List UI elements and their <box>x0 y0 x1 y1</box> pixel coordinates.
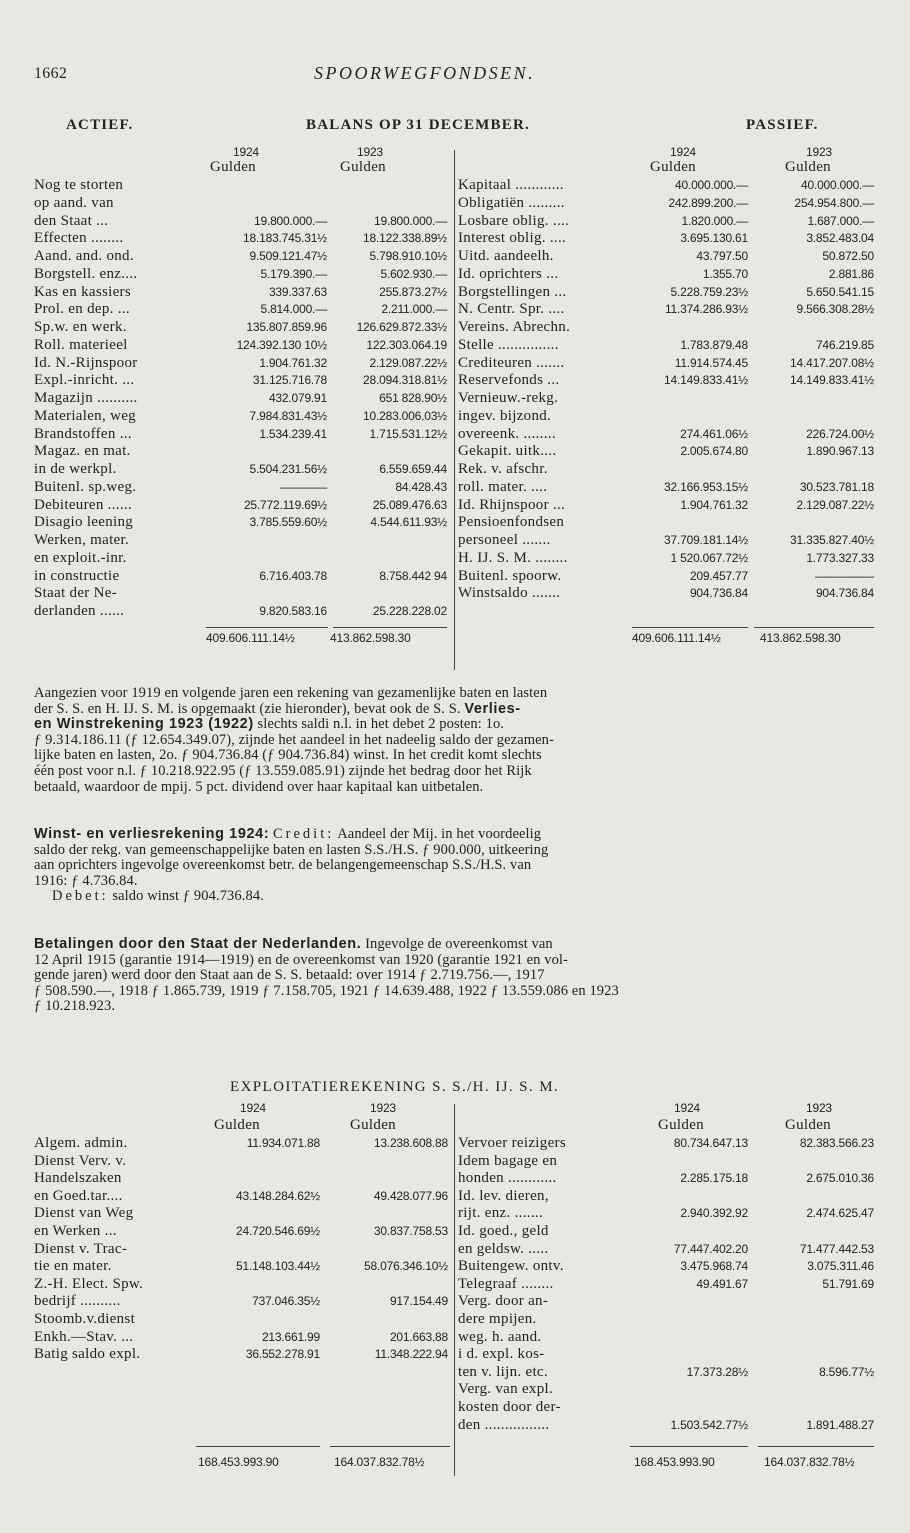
balans-actief-row-label: Werken, mater. <box>34 532 130 548</box>
text: Ingevolge de overeenkomst van <box>361 936 553 952</box>
balans-passief-row-value-1924: 1.783.879.48 <box>680 337 748 352</box>
balans-actief-row-value-1923: 5.602.930.— <box>380 266 447 281</box>
exploitatie-right-row-value-1923: 51.791.69 <box>822 1276 874 1291</box>
balans-actief-total-1923: 413.862.598.30 <box>330 631 411 645</box>
rule <box>330 1446 450 1447</box>
exploitatie-right-row-label: weg. h. aand. <box>458 1328 542 1345</box>
paragraph-1-line <box>34 748 880 764</box>
balans-actief-row-label: derlanden ...... <box>34 603 125 619</box>
balans-passief-total-1924: 409.606.111.14½ <box>632 631 721 645</box>
balans-actief-row-label: en exploit.-inr. <box>34 549 127 566</box>
balans-actief-row-label: Staat der Ne- <box>34 585 118 602</box>
text: ƒ 9.314.186.11 (ƒ 12.654.349.07), zijnde het aandeel in het nadeelig saldo der gezamen- <box>34 731 554 748</box>
balans-passief-row-value-1924: 274.461.06½ <box>680 426 748 441</box>
exploitatie-left-unit-1923: Gulden <box>350 1117 396 1133</box>
text: aan oprichters ingevolge overeenkomst betr. de belangengemeenschap S.S./H.S. van <box>34 857 532 874</box>
balans-actief-row-value-1923: 126.629.872.33½ <box>356 320 447 334</box>
exploitatie-left-year-1923: 1923 <box>370 1101 396 1115</box>
balans-actief-row-value-1923: 255.873.27½ <box>379 284 447 299</box>
text: saldo der rekg. van gemeenschappelijke baten en lasten S.S./H.S. ƒ 900.000, uitkeering <box>34 841 549 858</box>
balans-actief-row-value-1924: 25.772.119.69½ <box>243 497 327 512</box>
text: 12 April 1915 (garantie 1914—1919) en de overeenkomst van 1920 (garantie 1921 en vol- <box>34 951 568 968</box>
balans-passief-year-1923: 1923 <box>806 145 832 159</box>
balans-passief-year-1924: 1924 <box>670 145 696 159</box>
balans-passief-row-value-1924: 242.899.200.— <box>668 195 748 210</box>
exploitatie-right-row-value-1923: 71.477.442.53 <box>799 1241 874 1256</box>
balans-actief-row-label: Magazijn .......... <box>34 390 138 406</box>
balans-actief-row-label: Disagio leening <box>34 514 134 531</box>
balans-passief-row-label: Vernieuw.-rekg. <box>458 390 559 406</box>
balans-passief-row-value-1924: 1.820.000.— <box>681 213 748 228</box>
exploitatie-right-row-label: Verg. door an- <box>458 1293 549 1310</box>
exploitatie-right-row-value-1924: 2.285.175.18 <box>680 1171 748 1186</box>
exploitatie-right-row-value-1924: 3.475.968.74 <box>680 1259 748 1274</box>
balans-actief-row-value-1923: 8.758.442 94 <box>379 568 447 583</box>
balans-passief-row-label: ingev. bijzond. <box>458 407 552 424</box>
exploitatie-right-year-1923: 1923 <box>806 1101 832 1115</box>
exploitatie-left-row-label: bedrijf .......... <box>34 1293 121 1310</box>
balans-actief-row-value-1923: 5.798.910.10½ <box>369 249 447 263</box>
exploitatie-right-row-value-1923: 8.596.77½ <box>819 1364 874 1379</box>
exploitatie-left-row-value-1924: 36.552.278.91 <box>245 1347 320 1362</box>
exploitatie-right-row-label: Idem bagage en <box>458 1152 558 1169</box>
balans-passief-row-value-1923: 2.881.86 <box>828 266 874 281</box>
balans-actief-row-label: den Staat ... <box>34 212 109 229</box>
text: betaald, waardoor de mpij. 5 pct. dividend over haar kapitaal kan uitbetalen. <box>34 778 484 795</box>
paragraph-1 <box>34 686 880 795</box>
balans-passief-row-value-1923: 904.736.84 <box>815 586 874 601</box>
balans-passief-row-label: Id. Rhijnspoor ... <box>458 496 566 513</box>
exploitatie-right-row-value-1923: 3.075.311.46 <box>807 1259 874 1274</box>
exploitatie-left-row-label: Stoomb.v.dienst <box>34 1311 136 1327</box>
debet-label: Debet: <box>52 888 109 905</box>
exploitatie-right-row-label: rijt. enz. ....... <box>458 1205 543 1222</box>
balans-actief-row-label: Sp.w. en werk. <box>34 319 127 335</box>
balans-passief-row-value-1924: 40.000.000.— <box>675 178 748 192</box>
balans-passief-row-label: N. Centr. Spr. .... <box>458 301 565 318</box>
paragraph-2 <box>34 827 880 905</box>
exploitatie-left-total-1923: 164.037.832.78½ <box>334 1455 425 1469</box>
balans-passief-row-value-1923: 2.129.087.22½ <box>796 497 874 512</box>
exploitatie-left-row-label: Dienst Verv. v. <box>34 1152 127 1169</box>
balans-title: BALANS OP 31 DECEMBER. <box>306 117 530 133</box>
balans-actief-row-value-1924: 135.807.859.96 <box>246 320 327 334</box>
text: Aangezien voor 1919 en volgende jaren een rekening van gezamenlijke baten en lasten <box>34 685 548 701</box>
exploitatie-right-row-value-1924: 17.373.28½ <box>686 1364 748 1379</box>
balans-actief-row-value-1923: 18.122.338.89½ <box>363 231 447 246</box>
balans-passief-row-value-1924: 2.005.674.80 <box>680 444 748 459</box>
balans-passief-row-label: Gekapit. uitk.... <box>458 443 557 460</box>
text: saldo winst ƒ 904.736.84. <box>108 888 264 905</box>
bold-text: Verlies- <box>464 700 521 717</box>
balans-actief-row-value-1924: 19.800.000.— <box>254 213 327 228</box>
balans-passief-row-value-1923: 254.954.800.— <box>794 195 874 210</box>
exploitatie-left-row-label: Algem. admin. <box>34 1135 128 1151</box>
balans-actief-row-value-1923: 6.559.659.44 <box>379 462 447 476</box>
rule <box>758 1446 874 1447</box>
exploitatie-left-row-label: Enkh.—Stav. ... <box>34 1328 134 1345</box>
balans-passief-row-value-1923: 50.872.50 <box>822 249 874 263</box>
balans-actief-row-value-1923: 122.303.064.19 <box>366 337 447 352</box>
paragraph-3 <box>34 937 880 1015</box>
exploitatie-left-row-label: Dienst van Weg <box>34 1205 134 1222</box>
exploitatie-right-row-label: kosten door der- <box>458 1399 561 1415</box>
text: één post voor n.l. ƒ 10.218.922.95 (ƒ 13.559.085.91) zijnde het bedrag door het Rijk <box>34 762 532 779</box>
exploitatie-left-row-label: en Goed.tar.... <box>34 1187 123 1204</box>
balans-passief-row-value-1924: 11.914.574.45 <box>674 355 748 370</box>
balans-actief-row-value-1924: 18.183.745.31½ <box>243 231 327 246</box>
exploitatie-right-unit-1924: Gulden <box>658 1117 704 1133</box>
balans-passief-row-value-1924: 904.736.84 <box>689 586 748 601</box>
exploitatie-left-row-value-1923: 13.238.608.88 <box>373 1136 448 1150</box>
balans-actief-row-value-1924: 5.504.231.56½ <box>249 462 327 476</box>
exploitatie-left-row-value-1924: 213.661.99 <box>261 1329 320 1344</box>
balans-passief-row-label: Id. oprichters ... <box>458 265 559 282</box>
balans-actief-row-value-1923: 84.428.43 <box>395 479 447 494</box>
balans-passief-row-value-1924: 5.228.759.23½ <box>670 284 748 299</box>
balans-passief-row-value-1923: 14.149.833.41½ <box>790 373 874 388</box>
balans-passief-row-label: Losbare oblig. .... <box>458 212 570 229</box>
balans-actief-total-1924: 409.606.111.14½ <box>206 631 295 645</box>
exploitatie-right-row-label: dere mpijen. <box>458 1311 537 1327</box>
exploitatie-left-row-value-1924: 24.720.546.69½ <box>236 1224 320 1238</box>
balans-actief-row-value-1924: 9.509.121.47½ <box>249 249 327 263</box>
exploitatie-right-row-label: Buitengew. ontv. <box>458 1258 564 1275</box>
exploitatie-left-row-value-1924: 11.934.071.88 <box>246 1136 320 1150</box>
balans-actief-row-value-1924: 3.785.559.60½ <box>249 515 327 530</box>
balans-passief-row-value-1924: 37.709.181.14½ <box>664 533 748 547</box>
balans-passief-row-label: Crediteuren ....... <box>458 354 565 371</box>
exploitatie-right-row-value-1924: 80.734.647.13 <box>673 1136 748 1150</box>
rule <box>630 1446 748 1447</box>
balans-actief-row-label: Roll. materieel <box>34 336 128 353</box>
balans-passief-row-label: Kapitaal ............ <box>458 177 564 193</box>
balans-passief-row-value-1924: 32.166.953.15½ <box>664 479 748 494</box>
balans-passief-row-label: Pensioenfondsen <box>458 514 565 531</box>
balans-actief-row-value-1924: 5.814.000.— <box>260 302 327 317</box>
balans-passief-row-value-1924: 1 520.067.72½ <box>670 550 748 565</box>
balans-actief-row-label: in de werkpl. <box>34 461 117 477</box>
balans-actief-row-label: Borgstell. enz.... <box>34 265 138 282</box>
balans-passief-row-value-1923: 31.335.827.40½ <box>790 533 874 547</box>
balans-actief-row-value-1923: 2.129.087.22½ <box>369 355 447 370</box>
balans-passief-row-value-1924: 14.149.833.41½ <box>664 373 748 388</box>
betalingen-heading: Betalingen door den Staat der Nederlanden. <box>34 936 362 952</box>
balans-passief-row-value-1923: 9.566.308.28½ <box>796 302 874 317</box>
exploitatie-left-row-value-1923: 58.076.346.10½ <box>364 1259 448 1274</box>
exploitatie-title: EXPLOITATIEREKENING S. S./H. IJ. S. M. <box>230 1079 560 1095</box>
exploitatie-left-row-label: Handelszaken <box>34 1170 122 1187</box>
balans-passief-row-label: Obligatiën ......... <box>458 194 565 211</box>
balans-actief-row-label: in constructie <box>34 567 120 584</box>
balans-passief-unit-1924: Gulden <box>650 159 696 175</box>
bold-text: en Winstrekening 1923 (1922) <box>34 716 254 733</box>
balans-passief-row-label: Winstsaldo ....... <box>458 585 561 602</box>
balans-passief-row-value-1923: 14.417.207.08½ <box>790 355 874 370</box>
exploitatie-divider <box>454 1104 455 1476</box>
exploitatie-left-row-value-1923: 49.428.077.96 <box>373 1188 448 1203</box>
balans-passief-row-label: overeenk. ........ <box>458 425 556 442</box>
rule <box>754 627 874 628</box>
balans-actief-row-label: Materialen, weg <box>34 407 136 424</box>
exploitatie-left-row-label: en Werken ... <box>34 1223 117 1239</box>
balans-actief-row-value-1923: 1.715.531.12½ <box>369 426 447 441</box>
balans-actief-unit-1924: Gulden <box>210 159 256 175</box>
balans-passief-row-label: Interest oblig. .... <box>458 230 567 247</box>
exploitatie-right-row-label: en geldsw. ..... <box>458 1240 549 1257</box>
exploitatie-left-year-1924: 1924 <box>240 1101 266 1115</box>
text: slechts saldi n.l. in het debet 2 posten: 1o. <box>253 716 505 733</box>
balans-actief-year-1923: 1923 <box>357 145 383 159</box>
balans-passief-row-label: H. IJ. S. M. ........ <box>458 549 568 566</box>
balans-passief-row-label: Vereins. Abrechn. <box>458 319 571 335</box>
balans-actief-row-label: Debiteuren ...... <box>34 496 132 513</box>
exploitatie-right-total-1924: 168.453.993.90 <box>634 1455 715 1469</box>
balans-actief-row-label: Aand. and. ond. <box>34 248 134 264</box>
balans-actief-row-label: Magaz. en mat. <box>34 443 131 460</box>
text: ƒ 508.590.—, 1918 ƒ 1.865.739, 1919 ƒ 7.158.705, 1921 ƒ 14.639.488, 1922 ƒ 13.559.086 en 1923 <box>34 982 619 999</box>
balans-passief-row-label: Buitenl. spoorw. <box>458 567 562 584</box>
balans-passief-row-value-1923: ————— <box>814 568 874 583</box>
balans-actief-row-label: Buitenl. sp.weg. <box>34 478 137 495</box>
balans-passief-row-value-1923: 1.890.967.13 <box>806 444 874 459</box>
paragraph-1-line <box>34 717 880 733</box>
text: lijke baten en lasten, 2o. ƒ 904.736.84 (ƒ 904.736.84) winst. In het credit komt slechts <box>34 747 542 764</box>
balans-passief-row-value-1924: 11.374.286.93½ <box>664 302 748 317</box>
balans-passief-unit-1923: Gulden <box>785 159 831 175</box>
balans-actief-row-value-1923: 28.094.318.81½ <box>363 373 447 388</box>
balans-passief-row-label: roll. mater. .... <box>458 478 548 495</box>
balans-passief-row-value-1924: 209.457.77 <box>689 568 748 583</box>
paragraph-1-line <box>34 733 880 749</box>
exploitatie-left-row-label: Z.-H. Elect. Spw. <box>34 1275 144 1292</box>
exploitatie-right-row-label: ten v. lijn. etc. <box>458 1363 548 1380</box>
exploitatie-left-row-value-1924: 43.148.284.62½ <box>236 1188 320 1203</box>
balans-actief-row-value-1923: 25.089.476.63 <box>372 497 447 512</box>
balans-passief-row-label: Uitd. aandeelh. <box>458 248 554 264</box>
balans-actief-row-label: op aand. van <box>34 194 114 211</box>
exploitatie-right-row-value-1923: 1.891.488.27 <box>806 1417 874 1432</box>
paragraph-1-line <box>34 702 880 718</box>
rule <box>333 627 447 628</box>
exploitatie-left-row-value-1923: 917.154.49 <box>389 1294 448 1309</box>
balans-passief-row-label: Rek. v. afschr. <box>458 461 548 477</box>
balans-actief-row-value-1923: 2.211.000.— <box>381 302 447 317</box>
exploitatie-left-row-value-1923: 11.348.222.94 <box>374 1347 448 1362</box>
balans-passief-row-value-1924: 1.904.761.32 <box>680 497 748 512</box>
balans-actief-row-value-1923: 19.800.000.— <box>374 213 447 228</box>
exploitatie-left-row-value-1924: 737.046.35½ <box>252 1294 320 1309</box>
balans-passief-row-label: Borgstellingen ... <box>458 283 567 300</box>
balans-passief-row-value-1923: 30.523.781.18 <box>799 479 874 494</box>
passief-label: PASSIEF. <box>746 117 819 133</box>
balans-actief-unit-1923: Gulden <box>340 159 386 175</box>
balans-actief-row-label: Nog te storten <box>34 177 124 193</box>
exploitatie-right-row-value-1923: 82.383.566.23 <box>799 1136 874 1150</box>
balans-actief-row-value-1924: 1.534.239.41 <box>259 426 327 441</box>
exploitatie-right-row-label: i d. expl. kos- <box>458 1346 545 1363</box>
page-number: 1662 <box>34 65 68 82</box>
balans-actief-row-value-1923: 651 828.90½ <box>379 391 447 405</box>
balans-passief-row-value-1923: 1.687.000.— <box>807 213 874 228</box>
balans-actief-row-label: Effecten ........ <box>34 230 124 247</box>
winst-heading: Winst- en verliesrekening 1924: <box>34 826 270 842</box>
text: 1916: ƒ 4.736.84. <box>34 872 138 889</box>
exploitatie-right-row-value-1924: 77.447.402.20 <box>673 1241 748 1256</box>
balans-passief-row-label: Stelle ............... <box>458 336 559 353</box>
exploitatie-left-row-value-1923: 30.837.758.53 <box>373 1224 448 1238</box>
paragraph-1-line <box>34 780 880 796</box>
exploitatie-left-row-value-1924: 51.148.103.44½ <box>236 1259 320 1274</box>
balans-actief-row-label: Brandstoffen ... <box>34 425 132 442</box>
actief-label: ACTIEF. <box>66 117 134 133</box>
balans-actief-row-label: Id. N.-Rijnspoor <box>34 354 138 371</box>
balans-actief-row-label: Prol. en dep. ... <box>34 301 130 318</box>
balans-passief-row-label: personeel ....... <box>458 532 551 548</box>
balans-passief-row-value-1923: 5.650.541.15 <box>806 284 874 299</box>
balans-actief-row-label: Kas en kassiers <box>34 283 131 300</box>
balans-passief-row-value-1923: 226.724.00½ <box>806 426 874 441</box>
exploitatie-right-row-label: honden ............ <box>458 1170 557 1187</box>
exploitatie-left-total-1924: 168.453.993.90 <box>198 1455 279 1469</box>
exploitatie-right-row-value-1923: 2.474.625.47 <box>806 1206 874 1221</box>
exploitatie-right-row-label: Telegraaf ........ <box>458 1275 554 1292</box>
rule <box>196 1446 320 1447</box>
exploitatie-left-row-value-1923: 201.663.88 <box>389 1329 448 1344</box>
exploitatie-right-row-label: Id. lev. dieren, <box>458 1187 549 1204</box>
balans-actief-row-value-1924: 432.079.91 <box>268 391 327 405</box>
balans-passief-row-value-1924: 1.355.70 <box>702 266 748 281</box>
balans-actief-row-value-1924: 5.179.390.— <box>260 266 327 281</box>
balans-actief-row-value-1924: 124.392.130 10½ <box>236 337 327 352</box>
running-title: SPOORWEGFONDSEN. <box>314 63 536 83</box>
exploitatie-right-row-label: Vervoer reizigers <box>458 1135 566 1151</box>
balans-actief-row-value-1924: 1.904.761.32 <box>259 355 327 370</box>
exploitatie-left-row-label: Batig saldo expl. <box>34 1346 141 1363</box>
rule <box>632 627 748 628</box>
balans-actief-row-value-1923: 4.544.611.93½ <box>370 515 447 530</box>
balans-passief-total-1923: 413.862.598.30 <box>760 631 841 645</box>
balans-passief-row-value-1924: 43.797.50 <box>696 249 748 263</box>
text: ƒ 10.218.923. <box>34 998 116 1015</box>
balans-actief-row-value-1924: ———— <box>279 479 327 494</box>
balans-passief-row-value-1923: 1.773.327.33 <box>806 550 874 565</box>
credit-label: Credit: <box>273 826 335 842</box>
balans-actief-row-label: Expl.-inricht. ... <box>34 372 135 389</box>
balans-divider <box>454 150 455 670</box>
text: Aandeel der Mij. in het voordeelig <box>334 826 542 842</box>
exploitatie-left-row-label: Dienst v. Trac- <box>34 1240 128 1257</box>
paragraph-1-line <box>34 686 880 702</box>
balans-actief-year-1924: 1924 <box>233 145 259 159</box>
text: gende jaren) werd door den Staat aan de S. S. betaald: over 1914 ƒ 2.719.756.—, 1917 <box>34 967 545 984</box>
exploitatie-right-unit-1923: Gulden <box>785 1117 831 1133</box>
balans-actief-row-value-1924: 6.716.403.78 <box>259 568 327 583</box>
exploitatie-right-total-1923: 164.037.832.78½ <box>764 1455 855 1469</box>
balans-actief-row-value-1924: 31.125.716.78 <box>252 373 327 388</box>
balans-passief-row-value-1923: 3.852.483.04 <box>806 231 874 246</box>
exploitatie-right-row-value-1924: 1.503.542.77½ <box>670 1417 748 1432</box>
exploitatie-left-row-label: tie en mater. <box>34 1258 112 1275</box>
exploitatie-right-row-label: Verg. van expl. <box>458 1381 554 1398</box>
balans-actief-row-value-1923: 25.228.228.02 <box>372 604 447 618</box>
rule <box>206 627 328 628</box>
balans-actief-row-value-1924: 9.820.583.16 <box>259 604 327 618</box>
balans-actief-row-value-1923: 10.283.006.03½ <box>363 408 447 423</box>
exploitatie-right-row-value-1924: 49.491.67 <box>696 1276 748 1291</box>
paragraph-1-line <box>34 764 880 780</box>
exploitatie-right-row-label: den ................ <box>458 1416 550 1433</box>
exploitatie-right-row-label: Id. goed., geld <box>458 1223 549 1239</box>
balans-actief-row-value-1924: 7.984.831.43½ <box>249 408 327 423</box>
balans-passief-row-value-1923: 746.219.85 <box>815 337 874 352</box>
balans-passief-row-label: Reservefonds ... <box>458 372 560 389</box>
exploitatie-left-unit-1924: Gulden <box>214 1117 260 1133</box>
balans-passief-row-value-1924: 3.695.130.61 <box>680 231 748 246</box>
exploitatie-right-row-value-1923: 2.675.010.36 <box>806 1171 874 1186</box>
balans-passief-row-value-1923: 40.000.000.— <box>801 178 874 192</box>
text: der S. S. en H. IJ. S. M. is opgemaakt (zie hieronder), bevat ook de S. S. <box>34 700 465 717</box>
exploitatie-right-year-1924: 1924 <box>674 1101 700 1115</box>
exploitatie-right-row-value-1924: 2.940.392.92 <box>680 1206 748 1221</box>
balans-actief-row-value-1924: 339.337.63 <box>268 284 327 299</box>
